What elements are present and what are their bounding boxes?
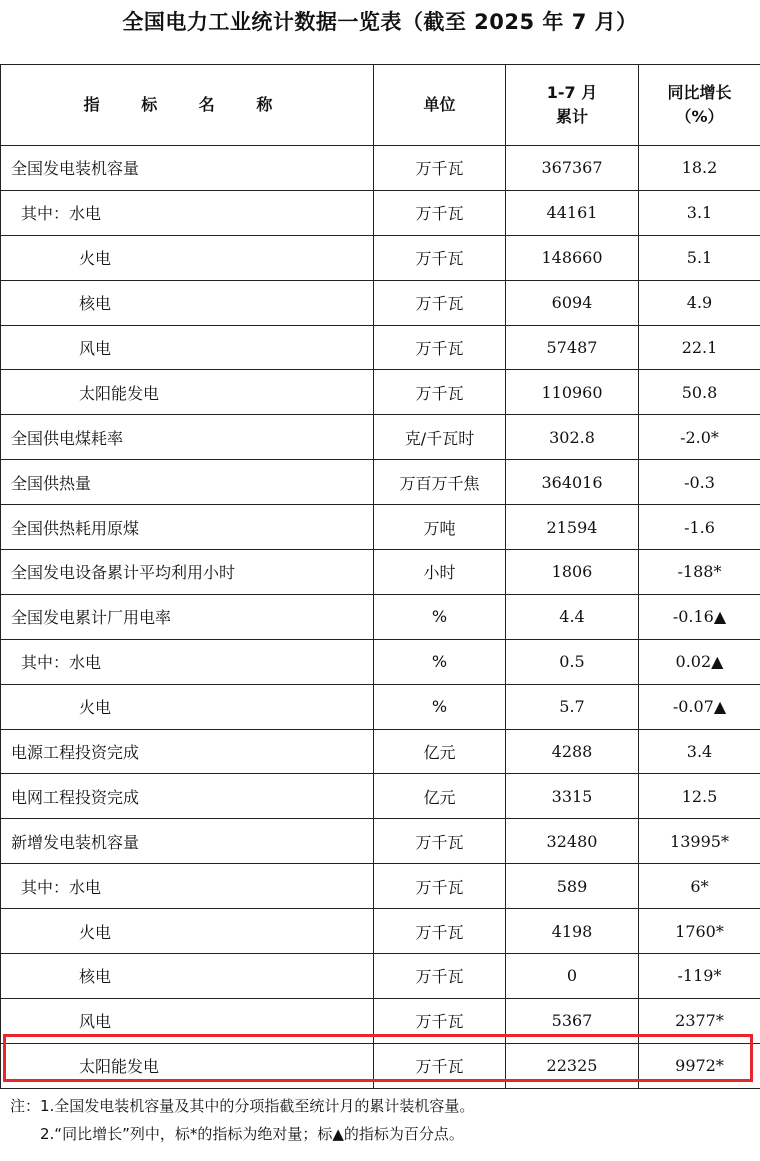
table-row [1, 325, 760, 370]
yoy-value: 50.8 [639, 370, 760, 415]
indicator-name: 全国发电累计厂用电率 [1, 594, 374, 639]
cumulative-value: 364016 [506, 460, 639, 505]
cumulative-value: 302.8 [506, 415, 639, 460]
cumulative-value: 5367 [506, 998, 639, 1043]
cumulative-value: 589 [506, 864, 639, 909]
cumulative-value: 0 [506, 954, 639, 999]
header-period: 1-7 月 [546, 83, 598, 102]
header-cumulative [506, 65, 639, 146]
indicator-name: 火电 [1, 684, 374, 729]
unit-cell: 克/千瓦时 [374, 415, 506, 460]
unit-cell: % [374, 684, 506, 729]
unit-cell: 万千瓦 [374, 1043, 506, 1088]
indicator-name: 新增发电装机容量 [1, 819, 374, 864]
table-row [1, 729, 760, 774]
table-row [1, 146, 760, 191]
indicator-name: 全国发电设备累计平均利用小时 [1, 550, 374, 595]
table-row [1, 370, 760, 415]
yoy-value: -2.0* [639, 415, 760, 460]
indicator-name: 太阳能发电 [1, 370, 374, 415]
table-row [1, 774, 760, 819]
yoy-value: 9972* [639, 1043, 760, 1088]
indicator-name: 风电 [1, 998, 374, 1043]
indicator-name: 核电 [1, 280, 374, 325]
indicator-name: 电网工程投资完成 [1, 774, 374, 819]
indicator-name: 火电 [1, 235, 374, 280]
cumulative-value: 148660 [506, 235, 639, 280]
header-yoy-sub: （%） [675, 107, 724, 126]
unit-cell: 亿元 [374, 774, 506, 819]
unit-cell: 万千瓦 [374, 190, 506, 235]
table-row [1, 460, 760, 505]
yoy-value: 4.9 [639, 280, 760, 325]
indicator-name: 全国供热耗用原煤 [1, 505, 374, 550]
yoy-value: -119* [639, 954, 760, 999]
indicator-name: 全国发电装机容量 [1, 146, 374, 191]
indicator-name: 电源工程投资完成 [1, 729, 374, 774]
table-row [1, 280, 760, 325]
yoy-value: -0.07▲ [639, 684, 760, 729]
table-row [1, 819, 760, 864]
unit-cell: 万千瓦 [374, 864, 506, 909]
footnote-1: 注：1.全国发电装机容量及其中的分项指截至统计月的累计装机容量。 [10, 1097, 475, 1115]
yoy-value: 5.1 [639, 235, 760, 280]
unit-cell: 亿元 [374, 729, 506, 774]
table-row [1, 639, 760, 684]
cumulative-value: 32480 [506, 819, 639, 864]
cumulative-value: 110960 [506, 370, 639, 415]
unit-cell: 万千瓦 [374, 909, 506, 954]
table-row [1, 998, 760, 1043]
cumulative-value: 57487 [506, 325, 639, 370]
indicator-name: 火电 [1, 909, 374, 954]
unit-cell: 万千瓦 [374, 280, 506, 325]
cumulative-value: 367367 [506, 146, 639, 191]
unit-cell: 万千瓦 [374, 370, 506, 415]
yoy-value: -0.16▲ [639, 594, 760, 639]
cumulative-value: 21594 [506, 505, 639, 550]
unit-cell: 万百万千焦 [374, 460, 506, 505]
indicator-name: 核电 [1, 954, 374, 999]
unit-cell: % [374, 594, 506, 639]
cumulative-value: 0.5 [506, 639, 639, 684]
yoy-value: 2377* [639, 998, 760, 1043]
cumulative-value: 4288 [506, 729, 639, 774]
unit-cell: 万千瓦 [374, 954, 506, 999]
cumulative-value: 6094 [506, 280, 639, 325]
page-title: 全国电力工业统计数据一览表（截至 2025 年 7 月） [122, 10, 638, 34]
table-row-highlighted [1, 1043, 760, 1088]
indicator-name: 其中：水电 [1, 190, 374, 235]
yoy-value: -0.3 [639, 460, 760, 505]
header-yoy [639, 65, 760, 146]
unit-cell: 万千瓦 [374, 998, 506, 1043]
table-row [1, 415, 760, 460]
indicator-name: 风电 [1, 325, 374, 370]
table-header-row [1, 65, 760, 146]
statistics-table [0, 64, 760, 1089]
yoy-value: 3.1 [639, 190, 760, 235]
header-indicator-name: 指 标 名 称 [1, 65, 374, 146]
header-yoy-label: 同比增长 [667, 83, 732, 102]
yoy-value: 3.4 [639, 729, 760, 774]
yoy-value: 13995* [639, 819, 760, 864]
unit-cell: 万千瓦 [374, 235, 506, 280]
unit-cell: 小时 [374, 550, 506, 595]
cumulative-value: 1806 [506, 550, 639, 595]
table-row [1, 594, 760, 639]
cumulative-value: 3315 [506, 774, 639, 819]
header-unit: 单位 [374, 65, 506, 146]
cumulative-value: 4.4 [506, 594, 639, 639]
yoy-value: 12.5 [639, 774, 760, 819]
table-row [1, 235, 760, 280]
yoy-value: 6* [639, 864, 760, 909]
unit-cell: 万吨 [374, 505, 506, 550]
indicator-name: 其中：水电 [1, 864, 374, 909]
table-row [1, 684, 760, 729]
table-row [1, 550, 760, 595]
table-row [1, 505, 760, 550]
yoy-value: 18.2 [639, 146, 760, 191]
unit-cell: 万千瓦 [374, 325, 506, 370]
cumulative-value: 44161 [506, 190, 639, 235]
unit-cell: 万千瓦 [374, 819, 506, 864]
unit-cell: 万千瓦 [374, 146, 506, 191]
footnotes [10, 1092, 474, 1148]
indicator-name: 太阳能发电 [1, 1043, 374, 1088]
footnote-2: 2.“同比增长”列中，标*的指标为绝对量；标▲的指标为百分点。 [40, 1125, 464, 1143]
header-period-sub: 累计 [555, 107, 588, 126]
yoy-value: 1760* [639, 909, 760, 954]
table-row [1, 190, 760, 235]
yoy-value: -188* [639, 550, 760, 595]
table-row [1, 909, 760, 954]
indicator-name: 全国供热量 [1, 460, 374, 505]
indicator-name: 全国供电煤耗率 [1, 415, 374, 460]
cumulative-value: 4198 [506, 909, 639, 954]
table-row [1, 864, 760, 909]
indicator-name: 其中：水电 [1, 639, 374, 684]
yoy-value: 22.1 [639, 325, 760, 370]
yoy-value: -1.6 [639, 505, 760, 550]
table-row [1, 954, 760, 999]
unit-cell: % [374, 639, 506, 684]
yoy-value: 0.02▲ [639, 639, 760, 684]
cumulative-value: 5.7 [506, 684, 639, 729]
cumulative-value: 22325 [506, 1043, 639, 1088]
